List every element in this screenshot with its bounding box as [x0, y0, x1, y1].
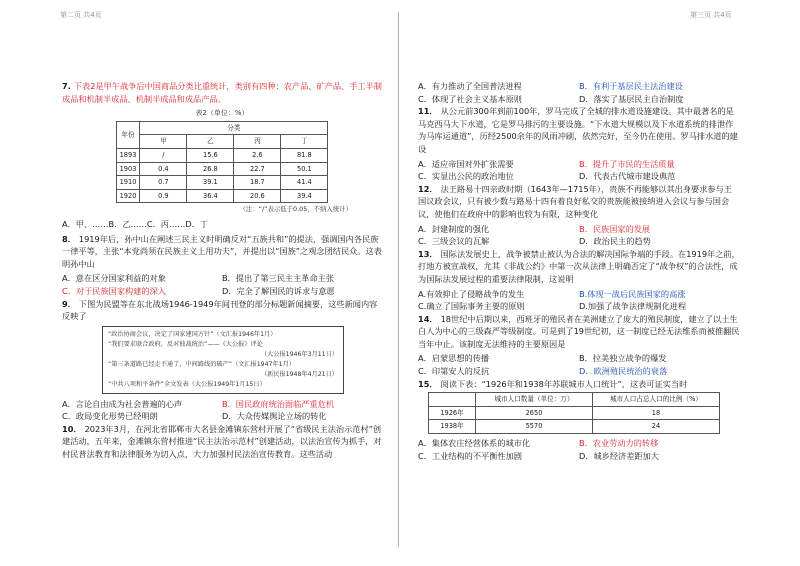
right-column — [418, 80, 740, 462]
question-number: 13． — [418, 248, 438, 259]
header-cell: 城市人口占总人口的比例（%） — [593, 393, 720, 407]
question-14 — [418, 313, 740, 351]
left-column — [62, 80, 382, 463]
option-c[interactable]: C．对于民族国家构建的深入 — [62, 285, 166, 296]
question-8 — [62, 233, 382, 271]
option-a[interactable]: A．适应帝国对外扩张需要 — [418, 158, 514, 169]
option-d[interactable]: D.加强了战争法律规制化进程 — [579, 301, 687, 312]
cell: 1903 — [116, 162, 140, 176]
option-c[interactable]: C．政局变化形势已经明朗 — [62, 411, 158, 422]
option-d[interactable]: D．欧洲殖民统治的衰落 — [579, 366, 668, 377]
question-stem: 下表2是甲午战争后中国商品分类比重统计，类别有四种：农产品、矿产品、手工半制成品和机制半成品、机制半成品和成品产品。 — [62, 81, 382, 104]
header-cell: 城市人口数量（单位：万） — [476, 393, 593, 407]
question-stem: 2023年3月，在河北省邯郸市大名县金滩镇东营村开展了“省级民主法治示范村”创建活动，五年来，金滩镇东营村推进“民主法治示范村”创建活动，以法治宣传为抓手，对村民普法教育和法律服务为切入点，大力加强村民法治宣传教育。这些活动 — [62, 423, 382, 460]
answer-options-q15 — [418, 437, 740, 462]
quote-line: “政治协商会议，决定了国家建国方针”（文汇报1946年1月） — [108, 330, 277, 338]
cell: 18 — [593, 406, 720, 420]
option-a[interactable]: A．言论自由成为社会普遍的心声 — [62, 398, 183, 409]
cell: 5570 — [476, 420, 593, 434]
cell: 50.1 — [281, 162, 328, 176]
cell: 2.6 — [234, 148, 281, 162]
header-cell: 丙 — [234, 135, 281, 149]
data-table-q7 — [116, 121, 329, 204]
answer-options-q13 — [418, 288, 740, 313]
question-7 — [62, 80, 382, 105]
option-a[interactable]: A．有力推动了全国普法进程 — [418, 81, 522, 91]
option-b[interactable]: B．国民政府统治面临严重危机 — [222, 398, 335, 409]
option-c[interactable]: C．三级会议的瓦解 — [418, 236, 490, 247]
quote-line: “中共八项和平条件”全文发表（大公报1949年1月15日） — [108, 380, 266, 388]
header-cell: 乙 — [187, 135, 234, 149]
cell: 2650 — [476, 406, 593, 420]
header-cell: 分类 — [140, 121, 328, 135]
option-b[interactable]: B．民族国家的发展 — [579, 223, 651, 234]
cell: 1938年 — [429, 420, 476, 434]
answer-options-q7: A．甲、……B．乙……C．丙……D．丁 — [62, 218, 209, 229]
option-c[interactable]: C．工业结构的不平衡性加剧 — [418, 450, 522, 461]
cell: 20.6 — [234, 189, 281, 203]
option-c[interactable]: C．体现了社会主义基本原则 — [418, 93, 522, 104]
cell: / — [140, 148, 187, 162]
header-cell: 年份 — [116, 121, 140, 148]
cell: 15.6 — [187, 148, 234, 162]
question-10 — [62, 423, 382, 461]
question-number: 7. — [62, 81, 71, 91]
table-note: （注：“/”表示低于0.05，不纳入统计） — [239, 205, 352, 214]
cell: 36.4 — [187, 189, 234, 203]
question-number: 14． — [418, 313, 438, 324]
header-cell: 丁 — [281, 135, 328, 149]
question-stem: 国际法发展史上，战争被禁止被认为合法的解决国际争端的手段。在1919年之前，打地方被宣战权，尤其《非战公约》中第一次从法律上明确否定了“战争权”的合法性，成为国际法发展过程的重要法律限制，这说明 — [418, 248, 740, 284]
question-12 — [418, 183, 740, 221]
option-b[interactable]: B.体现一战后民族国家的高涨 — [579, 288, 686, 299]
option-b[interactable]: B．农业劳动力的转移 — [579, 438, 659, 449]
option-a[interactable]: A．封建制度的强化 — [418, 223, 490, 234]
option-b[interactable]: B．提出了第三民主主革命主张 — [222, 273, 335, 284]
option-d[interactable]: D．政治民主的趋势 — [579, 236, 651, 247]
answer-options-q11 — [418, 158, 740, 183]
cell: 1893 — [116, 148, 140, 162]
question-stem: 阅读下表：“1926年和1938年苏联城市人口统计”，这表可证实当时 — [440, 378, 688, 389]
table-row — [116, 176, 328, 190]
question-stem: 从公元前300年到前100年，罗马完成了全城的排水道设施建设。其中最著名的是马克西马大下水道，它是罗马排污的主要设施。“下水道大规模以及下水道系统的排泄作为马库运通道”，历经2500余年的风雨冲刷，依然完好，至今仍在使用。罗马排水道的建设 — [418, 106, 738, 154]
cell: 24 — [593, 420, 720, 434]
cell: 39.1 — [187, 176, 234, 190]
option-d[interactable]: D．城乡经济差距加大 — [579, 450, 659, 461]
option-a[interactable]: A．意在区分国家利益的对象 — [62, 273, 166, 284]
quote-line: “第三条道路已经走不通了，中间路线的破产”（文汇报1947年1月） — [108, 360, 295, 368]
page-header-right: 第三页 共4页 — [690, 11, 732, 19]
data-table-q15 — [428, 392, 720, 434]
header-cell: 甲 — [140, 135, 187, 149]
question-stem: 1919年后，孙中山在阐述三民主义时明确反对“五族共和”的提法，强调国内各民族一律平等，主张“本党尚须在民族主义上用功夫”，并提出以“国族”之观念团结民众。这表明孙中山 — [62, 233, 382, 269]
cell: 18.7 — [234, 176, 281, 190]
news-headline-box — [102, 326, 344, 394]
answer-options-q9 — [62, 398, 382, 423]
cell: 39.4 — [281, 189, 328, 203]
answer-options-q14 — [418, 352, 740, 377]
table-row — [116, 162, 328, 176]
header-cell — [429, 393, 476, 407]
table-row — [429, 406, 720, 420]
answer-options-q8 — [62, 272, 382, 297]
quote-source: （新民报1948年4月21日） — [260, 370, 338, 378]
question-11 — [418, 105, 740, 155]
table-row — [116, 189, 328, 203]
answer-options-q12 — [418, 223, 740, 248]
cell: 1926年 — [429, 406, 476, 420]
answer-options-q10 — [418, 80, 740, 105]
question-stem: 法王路易十四亲政时期（1643年—1715年），贵族不再能够以其出身要求参与王国议政会议，只有被少数与路易十四有着良好私交的贵族能被接纳进入会议与参与国会议，使他们在政府中的影响也较为有限，这种变化 — [418, 183, 732, 219]
question-stem: 18世纪中后期以来，西班牙的殖民者在美洲建立了庞大的殖民制度，建立了以土生白人为中心的三级森严等级制度。可是到了19世纪初，这一制度已经无法维系而被推翻民当年中止。该制度无法维持的主要原因是 — [418, 313, 740, 349]
table-header-row — [116, 135, 328, 149]
question-number: 11． — [418, 106, 438, 117]
cell: 1910 — [116, 176, 140, 190]
question-9 — [62, 298, 382, 323]
option-c[interactable]: C．实显出公民的政治地位 — [418, 171, 514, 182]
option-b[interactable]: B．拉美独立战争的爆发 — [579, 353, 667, 364]
cell: 26.8 — [187, 162, 234, 176]
cell: 1920 — [116, 189, 140, 203]
option-d[interactable]: D．代表古代城市建设典范 — [579, 171, 676, 182]
cell: 22.7 — [234, 162, 281, 176]
option-b[interactable]: B．有利于基层民主法治建设 — [579, 81, 683, 91]
option-d[interactable]: D．落实了基层民主自治制度 — [579, 93, 684, 104]
question-13 — [418, 248, 740, 286]
question-15 — [418, 378, 740, 391]
option-a[interactable]: A.有效抑止了侵略战争的发生 — [418, 288, 525, 299]
cell: 81.8 — [281, 148, 328, 162]
quote-source: （大公报1946年3月11日） — [260, 350, 338, 358]
column-divider — [398, 12, 399, 547]
quote-line: “我们要求联合政府，反对独裁统治”——《大公报》评论 — [108, 340, 263, 348]
option-d[interactable]: D．完全了解国民的诉求与意愿 — [222, 285, 335, 296]
page-header-left: 第二页 共4页 — [60, 11, 102, 19]
cell: 0.4 — [140, 162, 187, 176]
table-header-row — [429, 393, 720, 407]
option-a[interactable]: A．集体农庄经营体系的城市化 — [418, 438, 531, 449]
option-c[interactable]: C.确立了国际事务主要的原则 — [418, 301, 525, 312]
option-b[interactable]: B．提升了市民的生活质量 — [579, 158, 675, 169]
table-caption: 表2（单位：%） — [195, 109, 249, 118]
question-number: 10． — [62, 423, 82, 434]
option-a[interactable]: A．启蒙思想的传播 — [418, 353, 490, 364]
table-row — [116, 148, 328, 162]
cell: 0.7 — [140, 176, 187, 190]
question-number: 9． — [62, 298, 76, 309]
question-number: 15． — [418, 378, 438, 389]
table-header-row — [116, 121, 328, 135]
question-number: 8． — [62, 233, 76, 244]
option-d[interactable]: D．大众传媒舆论立场的转化 — [222, 411, 327, 422]
question-stem: 下图为民盟等在东北战场1946-1949年间刊登的部分标题新闻摘要，这些新闻内容反映了 — [62, 298, 378, 322]
option-c[interactable]: C．印第安人的反抗 — [418, 366, 490, 377]
table-row — [429, 420, 720, 434]
cell: 0.9 — [140, 189, 187, 203]
question-number: 12． — [418, 183, 438, 194]
cell: 41.4 — [281, 176, 328, 190]
